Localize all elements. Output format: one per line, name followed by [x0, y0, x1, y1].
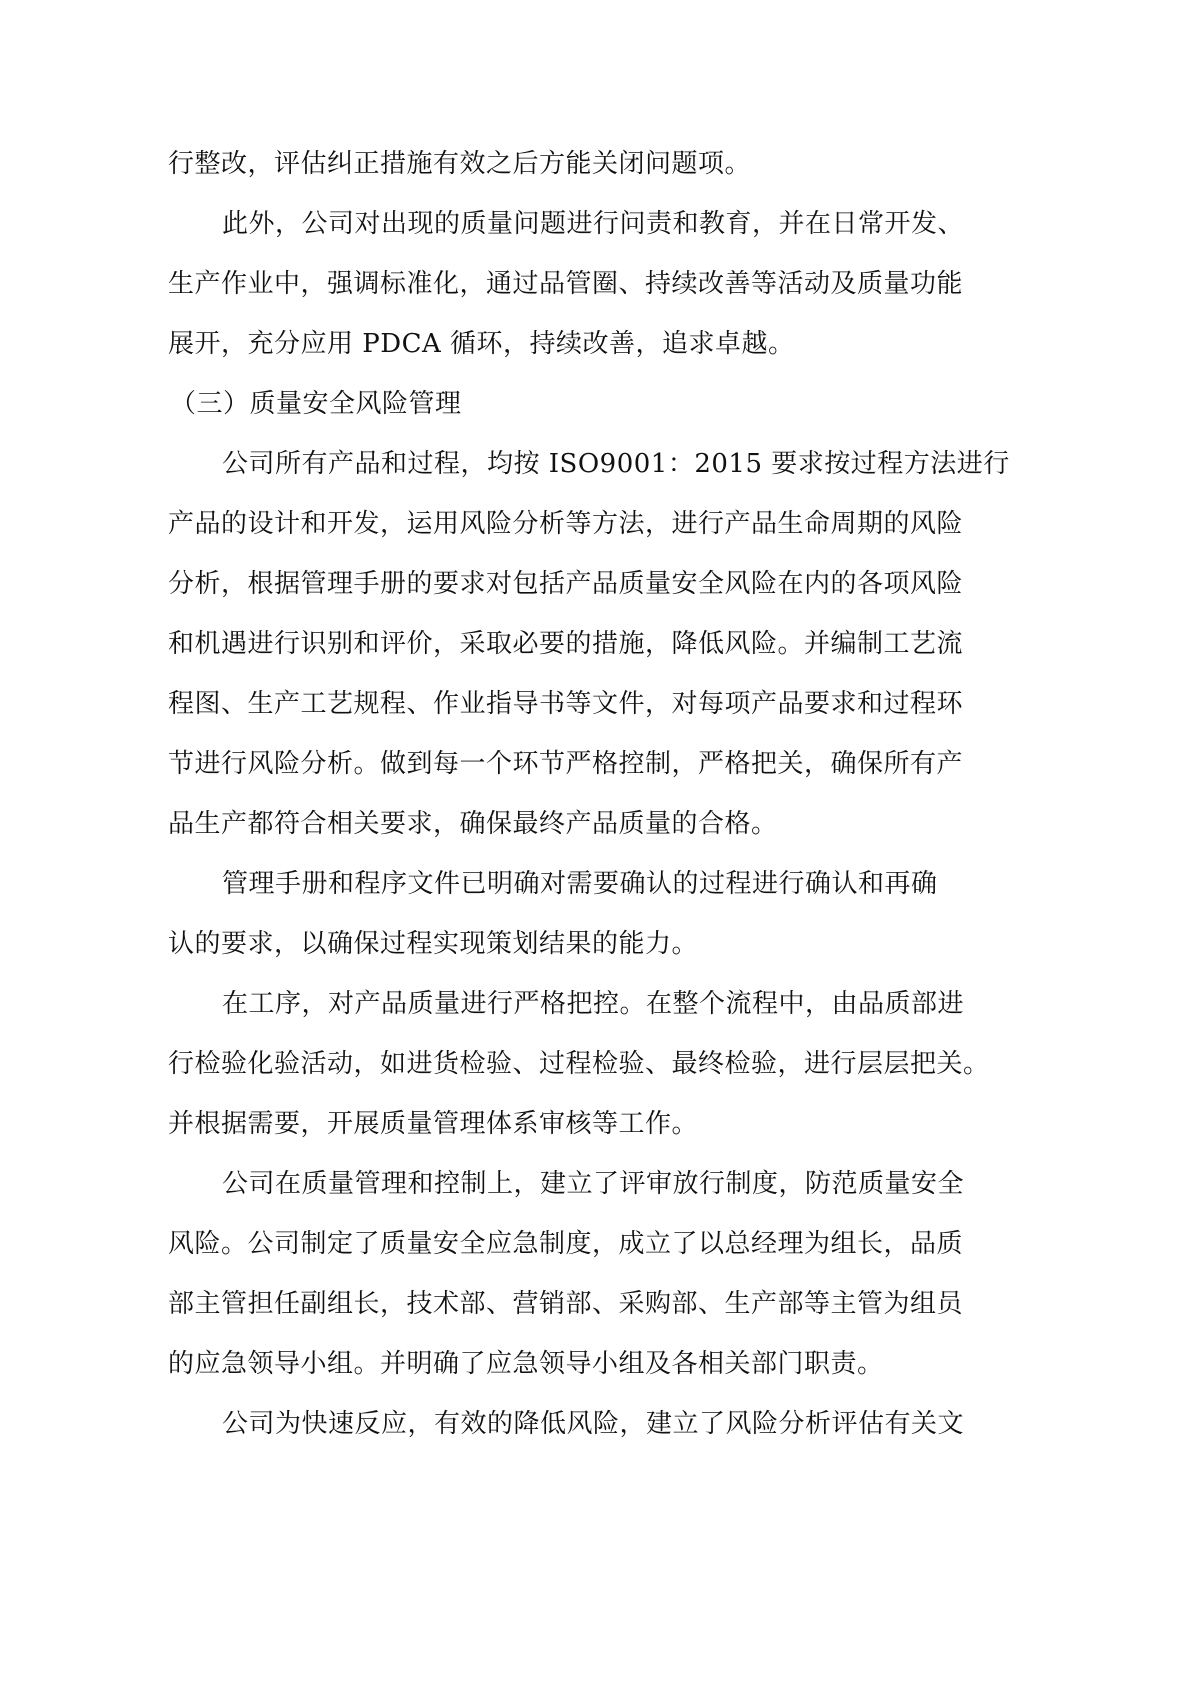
document-page [168, 140, 1010, 1460]
section-heading: （三）质量安全风险管理 [170, 389, 462, 419]
paragraph-line: 节进行风险分析。做到每一个环节严格控制，严格把关，确保所有产 [168, 749, 964, 779]
paragraph-line: 程图、生产工艺规程、作业指导书等文件，对每项产品要求和过程环 [168, 689, 964, 719]
paragraph-line: 行检验化验活动，如进货检验、过程检验、最终检验，进行层层把关。 [168, 1049, 990, 1079]
paragraph-line: 和机遇进行识别和评价，采取必要的措施，降低风险。并编制工艺流 [168, 629, 964, 659]
paragraph-line: 公司为快速反应，有效的降低风险，建立了风险分析评估有关文 [222, 1409, 965, 1439]
paragraph-line: 管理手册和程序文件已明确对需要确认的过程进行确认和再确 [222, 869, 938, 899]
paragraph-line: 分析，根据管理手册的要求对包括产品质量安全风险在内的各项风险 [168, 569, 964, 599]
paragraph-line: 在工序，对产品质量进行严格把控。在整个流程中，由品质部进 [222, 989, 965, 1019]
paragraph-line: 公司所有产品和过程，均按 ISO9001：2015 要求按过程方法进行 [222, 449, 1010, 479]
paragraph-line: 行整改，评估纠正措施有效之后方能关闭问题项。 [168, 149, 752, 179]
paragraph-line: 展开，充分应用 PDCA 循环，持续改善，追求卓越。 [168, 329, 795, 359]
paragraph-line: 生产作业中，强调标准化，通过品管圈、持续改善等活动及质量功能 [168, 269, 964, 299]
paragraph-line: 此外，公司对出现的质量问题进行问责和教育，并在日常开发、 [222, 209, 965, 239]
paragraph-line: 并根据需要，开展质量管理体系审核等工作。 [168, 1109, 699, 1139]
paragraph-line: 的应急领导小组。并明确了应急领导小组及各相关部门职责。 [168, 1349, 884, 1379]
paragraph-line: 风险。公司制定了质量安全应急制度，成立了以总经理为组长，品质 [168, 1229, 964, 1259]
paragraph-line: 品生产都符合相关要求，确保最终产品质量的合格。 [168, 809, 778, 839]
paragraph-line: 公司在质量管理和控制上，建立了评审放行制度，防范质量安全 [222, 1169, 965, 1199]
paragraph-line: 产品的设计和开发，运用风险分析等方法，进行产品生命周期的风险 [168, 509, 964, 539]
paragraph-line: 认的要求，以确保过程实现策划结果的能力。 [168, 929, 699, 959]
paragraph-line: 部主管担任副组长，技术部、营销部、采购部、生产部等主管为组员 [168, 1289, 964, 1319]
